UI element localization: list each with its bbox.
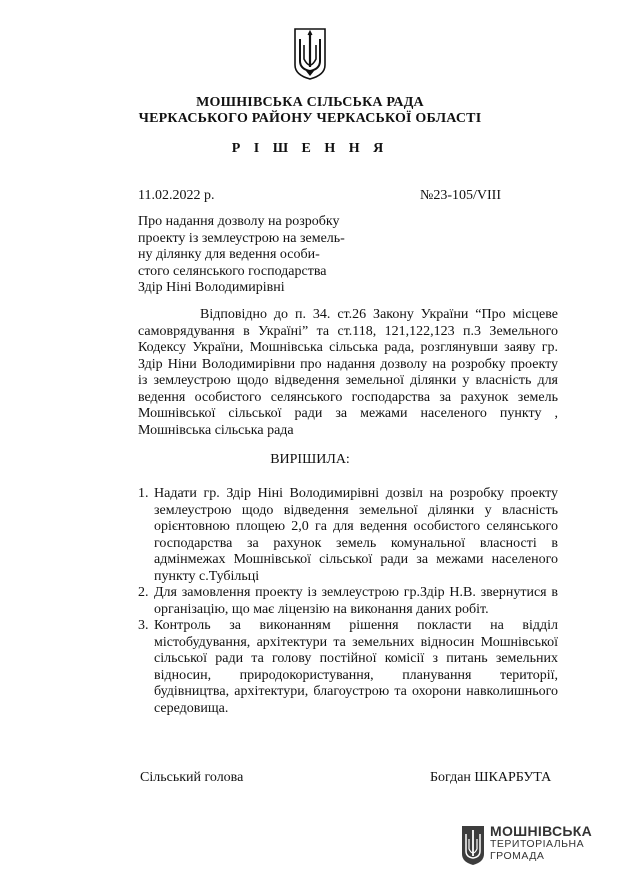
council-name: МОШНІВСЬКА СІЛЬСЬКА РАДА [196, 95, 424, 110]
item-text: Надати гр. Здір Ніні Володимирівні дозвіл на розробку проекту землеустрою щодо відведення земельної ділянки у власність орієнтовною площею 2,0 га для ведення особистого селянського господарства за рахунок земель комунальної власності в адмінмежах Мошнівської сільської ради за межами населеного пункту с.Тубільці [154, 486, 558, 584]
trident-logo-icon [460, 824, 486, 866]
logo-line3: ГРОМАДА [490, 850, 545, 862]
document-number: №23-105/VIII [420, 188, 502, 203]
decision-list [138, 486, 558, 717]
item-number: 2. [138, 585, 149, 600]
item-text: Для замовлення проекту із землеустрою гр.Здір Н.В. звернутися в організацію, що має ліцензію на виконання даних робіт. [154, 585, 558, 617]
list-item [138, 486, 558, 585]
list-item [138, 618, 558, 717]
document-subject [138, 214, 368, 297]
document-title: Р І Ш Е Н Н Я [231, 141, 389, 156]
logo-line1: МОШНІВСЬКА [490, 823, 593, 839]
signature-title: Сільський голова [140, 770, 244, 785]
subject-line: ну ділянку для ведення особи- [138, 247, 320, 262]
document-date: 11.02.2022 р. [138, 188, 215, 203]
subject-line: Про надання дозволу на розробку [138, 214, 340, 229]
subject-line: стого селянського господарства [138, 263, 327, 279]
logo-text [490, 824, 592, 862]
preamble-paragraph: Відповідно до п. 34. ст.26 Закону України “Про місцеве самоврядування в Україні” та ст.118, 121,122,123 п.3 Земельного Кодексу України, Мошнівська сільська рада, розглянувши заяву гр. Здір Ніни Володимирівни про надання дозволу на розробку проекту із землеустрою щодо відведення земельної ділянки у власність для ведення особистого селянського господарства за рахунок земель Мошнівської сільської ради за межами населеного пункту , Мошнівська сільська рада [138, 307, 558, 438]
resolved-heading: ВИРІШИЛА: [270, 452, 350, 467]
subject-line: проекту із землеустрою на земель- [138, 230, 345, 246]
council-region: ЧЕРКАСЬКОГО РАЙОНУ ЧЕРКАСЬКОЇ ОБЛАСТІ [138, 111, 482, 126]
community-logo [460, 824, 602, 868]
list-item [138, 585, 558, 618]
item-number: 3. [138, 618, 149, 633]
item-number: 1. [138, 486, 149, 501]
logo-line2: ТЕРИТОРІАЛЬНА [490, 838, 585, 850]
trident-emblem-icon [293, 27, 327, 81]
signature-name: Богдан ШКАРБУТА [430, 770, 552, 785]
subject-line: Здір Ніні Володимирівні [138, 280, 285, 295]
item-text: Контроль за виконанням рішення покласти на відділ містобудування, архітектури та земельних відносин Мошнівської сільської ради та голову постійної комісії з питань земельних відносин, природокористування, планування території, будівництва, архітектури, благоустрою та охорони навколишнього середовища. [154, 618, 558, 716]
